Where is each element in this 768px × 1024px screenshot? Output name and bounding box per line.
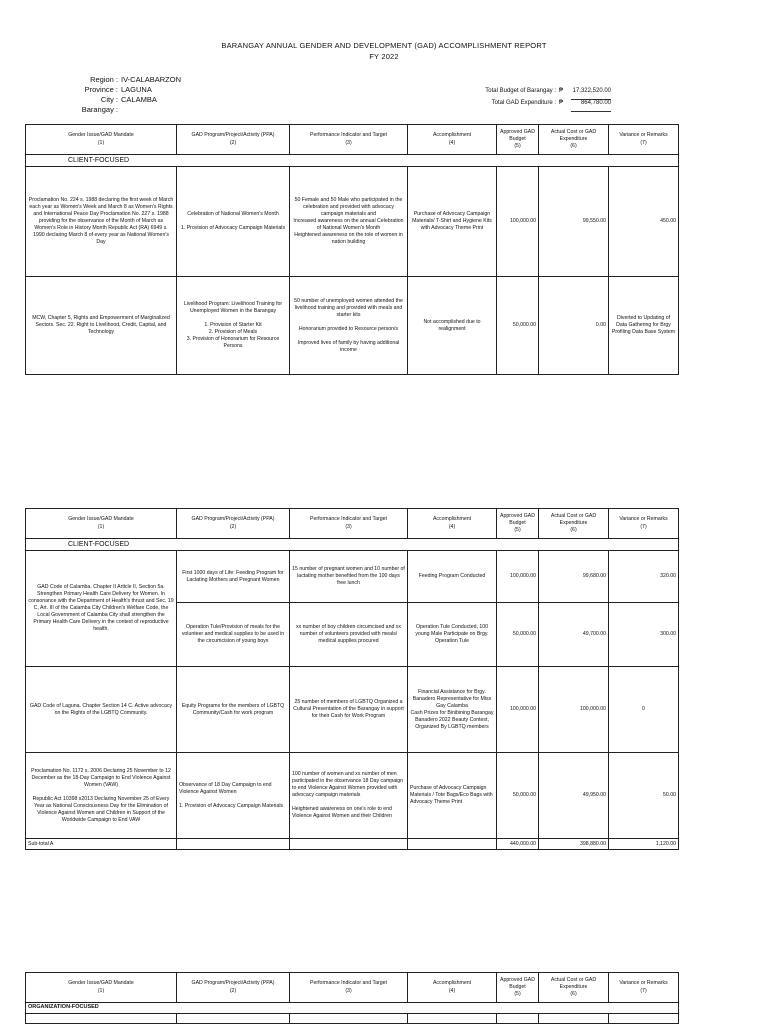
subtotal-row	[26, 839, 679, 850]
actual-cell: 49,950.00	[539, 753, 609, 839]
variance-cell: Diverted to Updating of Data Gathering for Brgy Profiling Data Base System	[609, 277, 679, 375]
indicator-cell: 15 number of pregnant women and 10 number of lactating mother benefited from the 100 days free lunch	[290, 551, 408, 603]
actual-cell: 0.00	[539, 277, 609, 375]
table-row	[26, 167, 679, 277]
city-label: City :	[100, 95, 118, 104]
budget-cell: 50,000.00	[497, 603, 539, 667]
col-header: Variance or Remarks (7)	[609, 125, 679, 155]
subtotal-actual: 398,880.00	[539, 839, 609, 850]
subtotal-empty	[290, 839, 408, 850]
col-header: Gender Issue/GAD Mandate (1)	[26, 509, 177, 539]
report-fy: FY 2022	[369, 52, 399, 61]
report-title: BARANGAY ANNUAL GENDER AND DEVELOPMENT (GAD) ACCOMPLISHMENT REPORT	[221, 41, 547, 50]
col-header: GAD Program/Project/Activity (PPA) (2)	[177, 509, 290, 539]
total-budget-label: Total Budget of Barangay :	[485, 88, 556, 94]
table-header	[26, 509, 679, 539]
table-header	[26, 973, 679, 1003]
total-gad-currency: ₱	[559, 100, 564, 106]
accomplishment-cell: Financial Assistance for Brgy. Banadero Representative for Miss Gay Calamba Cash Prizes for Binibining Barangay Banadero 2022 Beauty Contest, Organized By LGBTQ members	[408, 667, 497, 753]
table-row	[26, 667, 679, 753]
issue-cell: Proclamation No. 224 s. 1988 declaring the first week of March each year as Women's Week and March 8 as Women's Rights and International Peace Day Proclamation No. 227 s. 1988 providing for the observance of the Month of March as Women's Role in History Month Republic Act (RA) 6949 s. 1990 declaring March 8 of every year as National Women's Day	[26, 167, 177, 277]
ppa-cell: First 1000 days of Life: Feeding Program for Lactating Mothers and Pregnant Women	[177, 551, 290, 603]
section-title: CLIENT-FOCUSED	[26, 539, 679, 551]
subtotal-budget: 440,000.00	[497, 839, 539, 850]
accomplishment-cell: Operation Tule Conducted, 100 young Male Participate on Brgy. Operation Tule	[408, 603, 497, 667]
col-header: Variance or Remarks (7)	[609, 973, 679, 1003]
col-header: Performance Indicator and Target (3)	[290, 125, 408, 155]
subtotal-variance: 1,120.00	[609, 839, 679, 850]
gad-table-3	[25, 972, 679, 1024]
issue-cell: GAD Code of Laguna. Chapter Section 14 C. Active advocacy on the Rights of the LGBTQ Community.	[26, 667, 177, 753]
col-header: Approved GAD Budget (5)	[497, 509, 539, 539]
actual-cell: 49,700.00	[539, 603, 609, 667]
issue-cell: MCW, Chapter 5, Rights and Empowerment of Marginalized Sectors. Sec. 22. Right to Livelihood, Credit, Capital, and Technology	[26, 277, 177, 375]
region-label: Region :	[90, 75, 118, 84]
gad-table-1	[25, 124, 679, 375]
budget-cell: 100,000.00	[497, 167, 539, 277]
col-header: GAD Program/Project/Activity (PPA) (2)	[177, 125, 290, 155]
gad-table-2	[25, 508, 679, 850]
section-title: CLIENT-FOCUSED	[26, 155, 679, 167]
accomplishment-cell: Not accomplished due to realignment	[408, 277, 497, 375]
accomplishment-cell: Feeding Program Conducted	[408, 551, 497, 603]
province-label: Province :	[84, 85, 118, 94]
col-header: Variance or Remarks (7)	[609, 509, 679, 539]
section-title: ORGANIZATION-FOCUSED	[26, 1003, 679, 1014]
table-header	[26, 125, 679, 155]
indicator-cell: 50 Female and 50 Male who participated in the celebration and provided with advocacy campaign materials and Increased awareness on the annual Celebration of National Women's Month Heightened awareness on the role of women in nation building	[290, 167, 408, 277]
total-budget-currency: ₱	[559, 88, 564, 94]
total-gad-label: Total GAD Expenditure :	[491, 100, 556, 106]
col-header: Approved GAD Budget (5)	[497, 973, 539, 1003]
subtotal-empty	[408, 839, 497, 850]
col-header: Performance Indicator and Target (3)	[290, 973, 408, 1003]
actual-cell: 100,000.00	[539, 667, 609, 753]
variance-cell: 320.00	[609, 551, 679, 603]
totals-block	[432, 88, 611, 112]
table-row	[26, 551, 679, 603]
accomplishment-cell: Purchase of Advocacy Campaign Materials/ T-Shirt and Hygiene Kits with Advocacy Theme Print	[408, 167, 497, 277]
budget-cell: 50,000.00	[497, 277, 539, 375]
issue-cell: Proclamation No. 1172 s. 2006 Declaring 25 November to 12 December as the 18-Day Campaign to End Violence Against Women (VAW) Republic Act 10398 s2013 Declaring November 25 of Every Year as National Consciousness Day for the Elimination of Violence Against Women and Children in Support of the Worldwide Campaign to End VAW	[26, 753, 177, 839]
budget-cell: 100,000.00	[497, 551, 539, 603]
table-row	[26, 753, 679, 839]
total-gad-value: 864,780.00	[571, 100, 611, 112]
col-header: Gender Issue/GAD Mandate (1)	[26, 125, 177, 155]
variance-cell: 0	[609, 667, 679, 753]
budget-cell: 100,000.00	[497, 667, 539, 753]
col-header: Performance Indicator and Target (3)	[290, 509, 408, 539]
budget-cell: 50,000.00	[497, 753, 539, 839]
col-header: Actual Cost or GAD Expenditure (6)	[539, 125, 609, 155]
table-row	[26, 277, 679, 375]
issue-cell: GAD Code of Calamba. Chapter II Article II, Section 5a. Strengthen Primary Health Care Delivery for Women. In consonance with the Department of Health's thrust and Sec. 19 C, Art. III of the Calamba City Children's Welfare Code, the Local Government of Calamba City shall strengthen the Primary Health Care Delivery in the context of reproductive health.	[26, 551, 177, 667]
province-value: LAGUNA	[121, 85, 152, 94]
indicator-cell: xx number of boy children circumcised and xx number of volunteers provided with meals/ medical supplies procured	[290, 603, 408, 667]
col-header: GAD Program/Project/Activity (PPA) (2)	[177, 973, 290, 1003]
barangay-label: Barangay :	[81, 105, 118, 114]
ppa-cell: Livelihood Program: Livelihood Training for Unemployed Women in the Barangay 1. Provision of Starter Kit 2. Provision of Meals 3. Provision of Honorarium for Resource Persons	[177, 277, 290, 375]
ppa-cell: Equity Programs for the members of LGBTQ Community/Cash for work program	[177, 667, 290, 753]
subtotal-label: Sub-total A	[26, 839, 177, 850]
col-header: Accomplishment (4)	[408, 973, 497, 1003]
table-row	[26, 1014, 679, 1024]
accomplishment-cell: Purchase of Advocacy Campaign Materials / Tote Bags/Eco Bags with Advocacy Theme Print	[408, 753, 497, 839]
indicator-cell: 25 number of members of LGBTQ Organized a Cultural Presentation of the Barangay in support for their Cash for Work Program	[290, 667, 408, 753]
variance-cell: 300.00	[609, 603, 679, 667]
col-header: Accomplishment (4)	[408, 125, 497, 155]
actual-cell: 99,680.00	[539, 551, 609, 603]
col-header: Actual Cost or GAD Expenditure (6)	[539, 509, 609, 539]
ppa-cell: Celebration of National Women's Month 1. Provision of Advocacy Campaign Materials	[177, 167, 290, 277]
total-budget-value: 17,322,520.00	[571, 88, 611, 100]
location-info	[40, 75, 181, 115]
col-header: Actual Cost or GAD Expenditure (6)	[539, 973, 609, 1003]
ppa-cell: Observance of 18 Day Campaign to end Violence Against Women 1. Provision of Advocacy Campaign Materials	[177, 753, 290, 839]
indicator-cell: 50 number of unemployed women attended the livelihood training and provided with meals and starter kits Honorarium provided to Resource person/s Improved lives of family by having additional income	[290, 277, 408, 375]
col-header: Accomplishment (4)	[408, 509, 497, 539]
region-value: IV-CALABARZON	[121, 75, 182, 84]
col-header: Gender Issue/GAD Mandate (1)	[26, 973, 177, 1003]
city-value: CALAMBA	[121, 95, 157, 104]
col-header: Approved GAD Budget (5)	[497, 125, 539, 155]
indicator-cell: 100 number of women and xx number of men participated in the observance 18 Day campaign to end Violence Against Women provided with advocacy campaign materials Heightened awareness on one's role to end Violence Against Women and their Children	[290, 753, 408, 839]
subtotal-empty	[177, 839, 290, 850]
variance-cell: 50.00	[609, 753, 679, 839]
variance-cell: 450.00	[609, 167, 679, 277]
actual-cell: 99,550.00	[539, 167, 609, 277]
ppa-cell: Operation Tule/Provision of meals for the volunteer and medical supplies to be used in the circumcision of young boys	[177, 603, 290, 667]
